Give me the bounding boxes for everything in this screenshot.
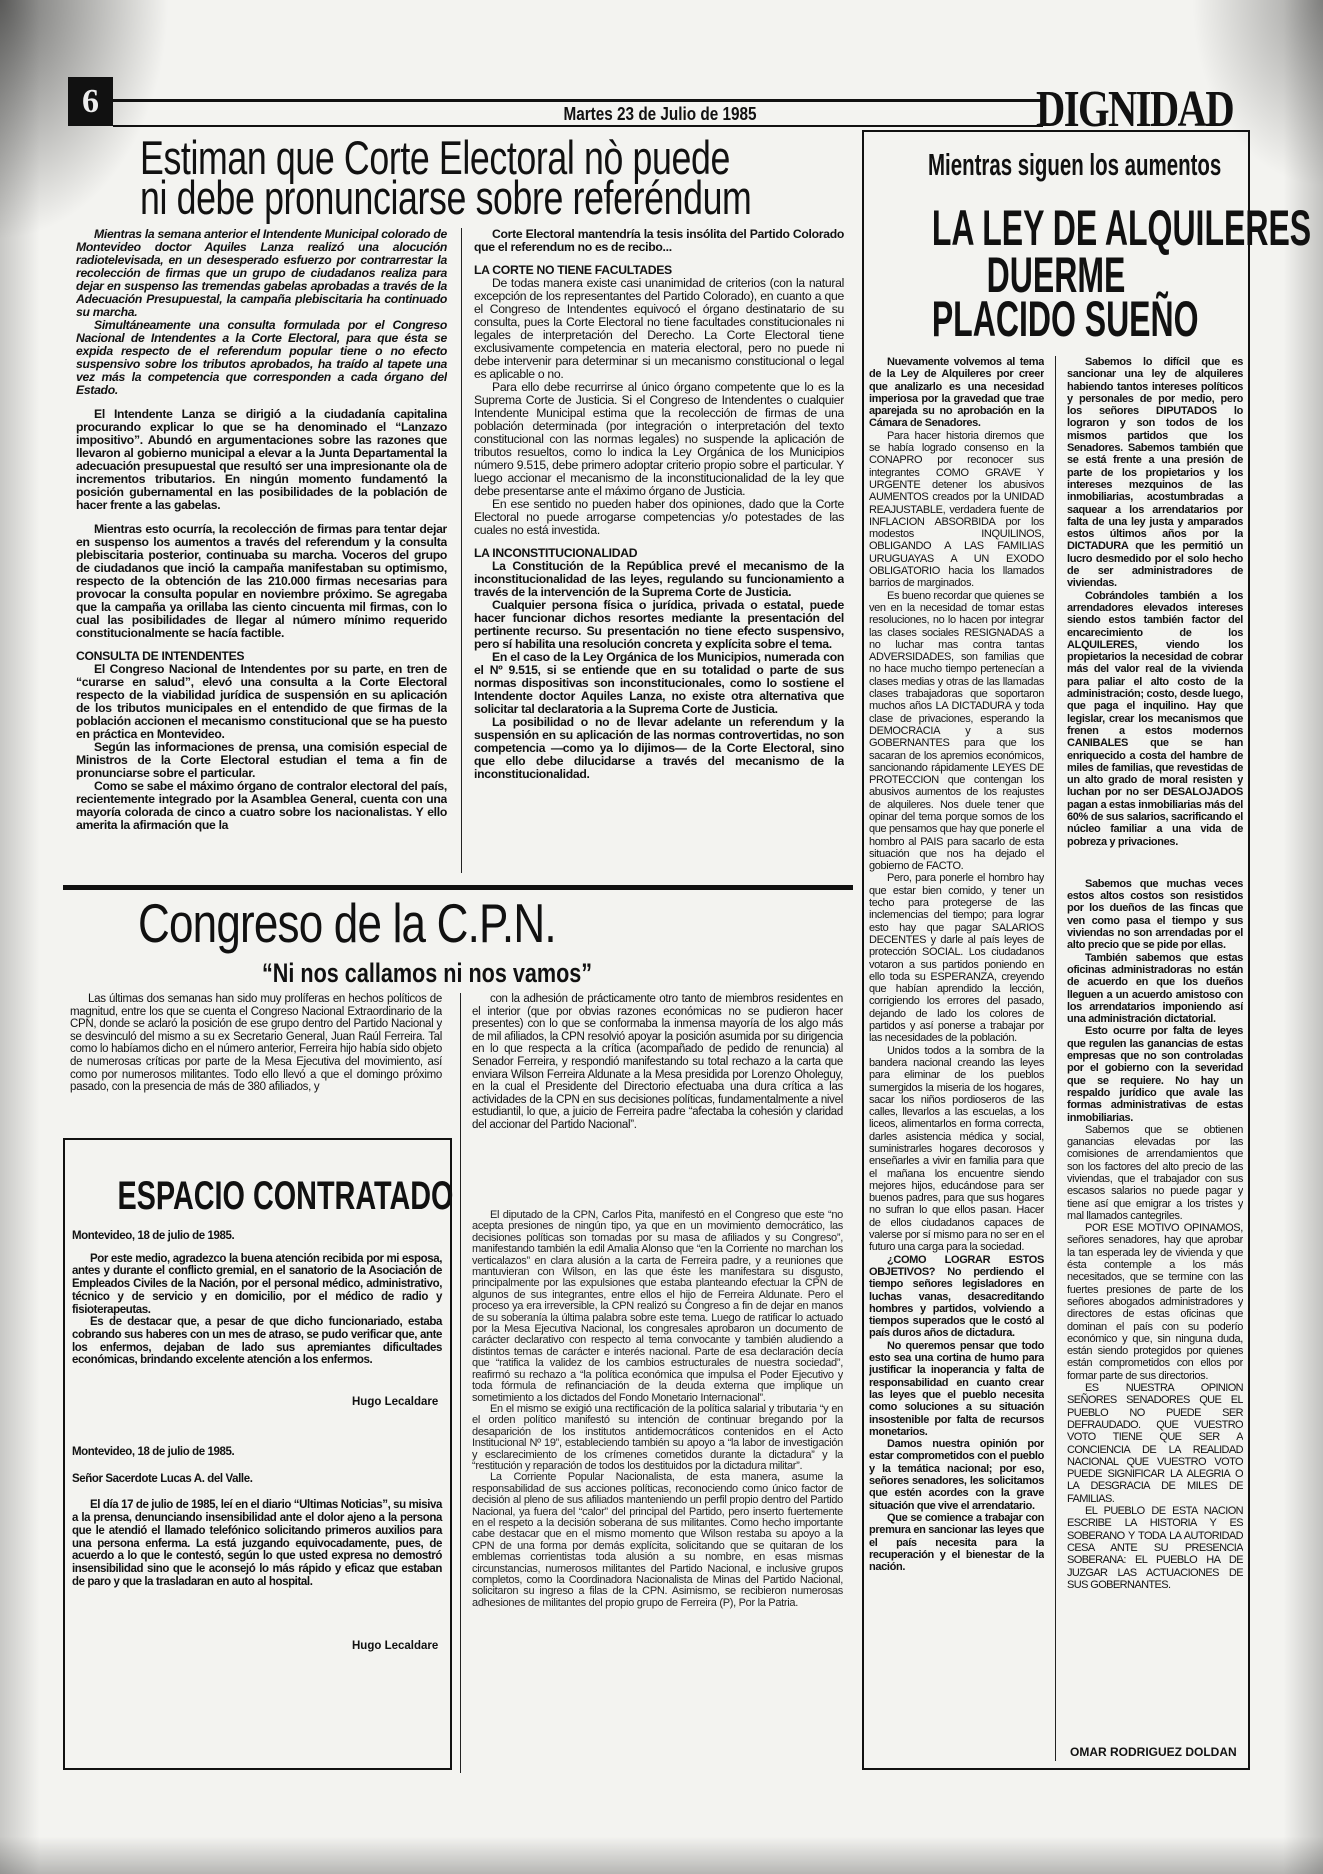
paragraph: En ese sentido no pueden haber dos opiniones, dado que la Corte Electoral no puede arrogarse competencias y/o potestades de las cuales no está investida.	[474, 497, 844, 537]
paragraph: No queremos pensar que todo esto sea una cortina de humo para justificar la inoperancia y falta de responsabilidad en cuanto crear las leyes que el pueblo necesita como soluciones a su situación insostenible por falta de recursos monetarios.	[869, 1339, 1044, 1438]
paragraph: Cualquier persona física o jurídica, privada o estatal, puede hacer funcionar dichos resortes mediante la presentación del pertinente recurso. Su presentación no tiene efecto suspensivo, pero sí habilita una resolución concreta y explícita sobre el tema.	[474, 598, 844, 651]
paragraph: Unidos todos a la sombra de la bandera nacional creando las leyes para eliminar de los pueblos sumergidos la miseria de los hogares, sacar los niños pordioseros de las calles, llevarlos a las escuelas, a los liceos, alimentarlos en forma correcta, darles asistencia médica y social, suministrarles hogares decorosos y enseñarles a vivir en familia para que el mañana los encuentre siendo mejores hijos, educándose para ser buenos padres, para que sus hogares no sufran lo que ellos pasan. Hacer de ellos ciudadanos capaces de valerse por sí mismo para no ser en el futuro una carga para la sociedad.	[869, 1044, 1044, 1254]
paragraph: Para hacer historia diremos que se había logrado consenso en la CONAPRO por reconocer sus integrantes COMO GRAVE Y URGENTE detener los abusivos AUMENTOS creados por la UNIDAD REAJUSTABLE, verdadera fuente de INFLACION ABSORBIDA por los modestos INQUILINOS, OBLIGANDO A LAS FAMILIAS URUGUAYAS A UN EXODO OBLIGATORIO hacia los llamados barrios de marginados.	[869, 429, 1044, 590]
letter-1	[72, 1230, 442, 1367]
section-heading: LA CORTE NO TIENE FACULTADES	[474, 263, 672, 277]
letter-paragraph: Es de destacar que, a pesar de que dicho funcionariado, estaba cobrando sus haberes con un mes de atraso, se pudo verificar que, ante los enfermos, dejaban de lado sus apremiantes dificultades económicas, brindando excelente atención a los enfermos.	[72, 1316, 442, 1367]
headline-line-1: Estiman que Corte Electoral nò puede	[140, 131, 730, 184]
paragraph: POR ESE MOTIVO OPINAMOS, señores senadores, hay que aprobar la tan esperada ley de vivienda y que ésta contemple a los más necesitados, que se termine con las fuertes presiones de parte de los señores abogados administradores y directores de estas oficinas que dominan el país con su poderío económico y que, sin ninguna duda, están siendo protegidos por quienes están comprometidos con ellos por formar parte de sus directorios.	[1067, 1222, 1243, 1382]
section-rule	[63, 885, 853, 890]
paragraph: La Constitución de la República prevé el mecanismo de la inconstitucionalidad de las leyes, regulando su funcionamiento a través de la intervención de la Suprema Corte de Justicia.	[474, 559, 844, 599]
paragraph: Nuevamente volvemos al tema de la Ley de Alquileres por creer que analizarlo es una necesidad imperiosa por la gravedad que trae aparejada su no aprobación en la Cámara de Senadores.	[869, 356, 1044, 430]
issue-date: Martes 23 de Julio de 1985	[563, 104, 757, 124]
espacio-contratado-title: ESPACIO CONTRATADO	[117, 1174, 454, 1218]
column-divider	[1055, 356, 1056, 1761]
paragraph: Que se comience a trabajar con premura en sancionar las leyes que el país necesita para la recuperación y el bienestar de la nación.	[869, 1511, 1044, 1574]
cpn-column-2-top	[472, 993, 843, 1159]
paragraph: Simultáneamente una consulta formulada por el Congreso Nacional de Intendentes a la Corte Electoral, para que ésta se expida respecto de el referendum popular tiene o no efecto suspensivo sobre los tributos aprobados, ha traído al tapete una vez más la competencia que corresponden a cada órgano del Estado.	[76, 318, 447, 397]
paragraph: Esto ocurre por falta de leyes que regulen las ganancias de estas empresas que no son controladas por el gobierno con la severidad que se requiere. No hay un respaldo jurídico que avale las formas administrativas de estas inmobiliarias.	[1067, 1025, 1243, 1124]
masthead-rule-bottom	[113, 125, 1043, 127]
column-divider	[461, 228, 462, 873]
cpn-subtitle: “Ni nos callamos ni nos vamos”	[262, 958, 593, 988]
paragraph: Damos nuestra opinión por estar comprometidos con el pueblo y la temática nacional; por eso, señores senadores, les solicitamos que estén acordes con la grave situación que vive el arrendatario.	[869, 1438, 1044, 1512]
letter-salutation: Señor Sacerdote Lucas A. del Valle.	[72, 1472, 253, 1485]
paragraph: Pero, para ponerle el hombro hay que estar bien comido, y tener un techo para protegerse de las inclemencias del tiempo; para lograr esto hay que pagar SALARIOS DECENTES y darle al país leyes de protección SOCIAL. Los ciudadanos votaron a sus partidos poniendo en ello toda su ESPERANZA, creyendo que habían aprendido la lección, corrigiendo los errores del pasado, dejando de lado los colores de partidos y así ponerse a trabajar por las necesidades de la población.	[869, 872, 1044, 1045]
paragraph: Como se sabe el máximo órgano de contralor electoral del país, recientemente integrado por la Asamblea General, cuenta con una mayoría colorada de cinco a cuatro sobre los nacionalistas. Y ello amerita la afirmación que la	[76, 779, 447, 832]
paragraph: El diputado de la CPN, Carlos Pita, manifestó en el Congreso que este “no acepta presiones de ningún tipo, ya que en un movimiento democrático, las decisiones políticas son tomadas por su masa de afiliados y su Congreso”, manifestando también la edil Amalia Alonso que “en la Corriente no marchan los verticalazos” en clara alusión a la carta de Ferreira padre, y a reuniones que mantuvieran con Wilson, en las que éste les manifestara su disgusto, principalmente por las expulsiones que estaba planteando efectuar la CPN de algunos de sus integrantes, entre ellos el hijo de Ferreira Aldunate. Pero el proceso ya era irreversible, la CPN realizó su Congreso a fin de dejar en manos de su soberanía la última palabra sobre este tema. Luego de ratificar lo actuado por la Mesa Ejecutiva Nacional, los congresales aprobaron un documento de carácter declarativo con respecto al tema convocante y también aludiendo a distintos temas de carácter e interés nacional. Parte de esa declaración decía que “ratifica la validez de los cambios estructurales de nuestra sociedad”, reafirmó su rechazo a “la política económica que impulsa el Poder Ejecutivo y toda fórmula de refinanciación de la deuda externa que implique un sometimiento a los dictados del Fondo Monetario Internacional”.	[472, 1210, 843, 1404]
page-number: 6	[68, 77, 113, 126]
paragraph: Mientras esto ocurría, la recolección de firmas para tentar dejar en suspenso los aumentos a través del referendum y la consulta plebiscitaria posterior, continuaba su marcha. Voceros del grupo de ciudadanos que inció la campaña manifestaban su optimismo, respecto de la obtención de las 210.000 firmas necesarias para provocar la consulta popular en noviembre próximo. Se agregaba que la campaña ya orillaba las ciento cincuenta mil firmas, con lo cual las posibilidades de llegar al número mínimo requerido constitucionalmente se hacía factible.	[76, 522, 447, 640]
paragraph: ES NUESTRA OPINION SEÑORES SENADORES QUE EL PUEBLO NO PUEDE SER DEFRAUDADO. QUE VUESTRO VOTO TIENE QUE SER A CONCIENCIA DE LA REALIDAD NACIONAL QUE VUESTRO VOTO PUEDE SIGNIFICAR LA ALEGRIA O LA DESGRACIA DE MILES DE FAMILIAS.	[1067, 1382, 1243, 1505]
paragraph: Es bueno recordar que quienes se ven en la necesidad de tomar estas resoluciones, no lo hacen por integrar las clases sociales RESIGNADAS a no luchar mas contra tantas ADVERSIDADES, son familias que no hace mucho tiempo pertenecían a clases medias y otras de las llamadas clases trabajadoras que soportaron muchos años LA DICTADURA y toda clase de privaciones, esperando la DEMOCRACIA y a sus GOBERNANTES para que los sacaran de los apremios económicos, sancionando rápidamente LEYES DE PROTECCION que contengan los abusivos aumentos de los reajustes de alquileres. Nos duele tener que opinar del tema porque somos de los que pensamos que hay que ponerle el hombro al PAIS para sacarlo de esta situación que nos ha dejado el gobierno de FACTO.	[869, 589, 1044, 873]
alquileres-column-2	[1067, 356, 1243, 1736]
paragraph: En el mismo se exigió una rectificación de la política salarial y tributaria “y en el orden político manifestó su intención de continuar bregando por la desaparición de los institutos antidemocráticos contenidos en el Acto Institucional Nº 19”, estableciendo también su apoyo a “la labor de investigación y esclarecimiento de los crímenes cometidos durante la dictadura” y la “restitución y reparación de todos los destituidos por la dictadura militar”.	[472, 1402, 843, 1472]
paragraph: También sabemos que estas oficinas administradoras no están de acuerdo en que los dueños lleguen a un acuerdo amistoso con los arrendatarios imponiendo así una administración dictatorial.	[1067, 951, 1243, 1026]
section-heading: CONSULTA DE INTENDENTES	[76, 649, 245, 663]
cpn-column-2-bottom	[472, 1210, 843, 1758]
letter-date: Montevideo, 18 de julio de 1985.	[72, 1446, 235, 1458]
cpn-title: Congreso de la C.P.N.	[138, 892, 556, 954]
paragraph: Sabemos que se obtienen ganancias elevadas por las comisiones de arrendamientos que son los factores del alto precio de las viviendas, que el trabajador con sus escasos salarios no puede pagar y tiene así que emigrar a los tristes y mal llamados cantegriles.	[1067, 1123, 1243, 1222]
referendum-column-2	[474, 228, 844, 873]
letter-signature: Hugo Lecaldare	[352, 1640, 439, 1652]
letter-date: Montevideo, 18 de julio de 1985.	[72, 1230, 235, 1242]
paragraph: Mientras la semana anterior el Intendente Municipal colorado de Montevideo doctor Aquiles Lanza realizó una alocución radiotelevisada, en un desesperado esfuerzo por contrarrestar la recolección de firmas que un grupo de ciudadanos realiza para dejar en suspenso las tremendas gabelas aprobadas a través de la Adecuación Presupuestal, la campaña plebiscitaria ha continuado su marcha.	[76, 228, 447, 319]
paragraph: Sabemos que muchas veces estos altos costos son resistidos por los dueños de las fincas que ven como pasa el tiempo y sus viviendas no son arrendadas por el alto precio que se pide por ellas.	[1067, 877, 1243, 952]
paragraph: ¿COMO LOGRAR ESTOS OBJETIVOS? No perdiendo el tiempo señores legisladores en luchas vanas, desacreditando hombres y partidos, volviendo a tiempos superados que le costó al país duros años de dictadura.	[869, 1253, 1044, 1340]
paragraph: La Corriente Popular Nacionalista, de esta manera, asume la responsabilidad de sus acciones políticas, reconociendo como único factor de decisión al pleno de sus afiliados manteniendo un perfil propio dentro del Partido Nacional, ya fuera del “calor” del principal del Partido, pero inserto fuertemente en el respeto a la decisión soberana de sus militantes. Como hecho importante cabe destacar que en el mismo momento que Wilson restaba su apoyo a la CPN de una forma por demás explícita, solicitando que se quitaran de los emblemas corrientistas toda alusión a su nombre, en esas mismas circunstancias, numerosos militantes del Partido Nacional, e inclusive grupos completos, como la Coordinadora Nacionalista de Minas del Partido Nacional, solicitaron su ingreso a filas de la CPN. Asimismo, se recibieron numerosas adhesiones de militantes del propio grupo de Ferreira (P), Por la Patria.	[472, 1471, 843, 1609]
paragraph: EL PUEBLO DE ESTA NACION ESCRIBE LA HISTORIA Y ES SOBERANO Y TODA LA AUTORIDAD CESA ANTE SU PRESENCIA SOBERANA: EL PUEBLO HA DE JUZGAR LAS ACTUACIONES DE SUS GOBERNANTES.	[1067, 1505, 1243, 1591]
masthead-rule-top	[113, 99, 1043, 102]
alquileres-title-line-2: DUERME	[986, 247, 1126, 303]
paragraph: El Intendente Lanza se dirigió a la ciudadanía capitalina procurando explicar lo que se ha denominado el “Lanzazo impositivo”. Abundó en argumentaciones sobre las razones que llevaron al gobierno municipal a elevar a la Junta Departamental la adecuación presupuestal que resultó ser una impresionante ola de incrementos tributarios. En ningún momento fundamentó la posición gubernamental en las posibilidades de la población de hacer frente a las gabelas.	[76, 407, 447, 512]
paragraph: Cobrándoles también a los arrendadores elevados intereses siendo estos también factor del encarecimiento de los ALQUILERES, viendo los propietarios la necesidad de cobrar más del valor real de la vivienda para paliar el alto costo de la administración; costo, desde luego, que paga el inquilino. Hay que legislar, crear los mecanismos que frenen a estos modernos CANIBALES que se han enriquecido a costa del hambre de miles de familias, que revestidas de un alto grado de moral resisten y luchan por no ser DESALOJADOS pagan a estas inmobiliarias más del 60% de sus salarios, sacrificando el núcleo familiar a una vida de pobreza y privaciones.	[1067, 589, 1243, 848]
paragraph: Las últimas dos semanas han sido muy prolíferas en hechos políticos de magnitud, entre los que se cuenta el Congreso Nacional Extraordinario de la CPN, donde se aclaró la posición de ese grupo dentro del Partido Nacional y se desvinculó del mismo a su ex Secretario General, Juan Raúl Ferreira. Tal como lo habíamos dicho en el número anterior, Ferreira hijo había sido objeto de numerosas críticas por parte de la Mesa Ejecutiva del movimiento, así como por numerosos militantes. Todo ello llevó a que el domingo próximo pasado, con la presencia de más de 380 afiliados, y	[70, 993, 442, 1094]
alquileres-title-line-1: LA LEY DE ALQUILERES	[931, 200, 1312, 256]
paragraph: Corte Electoral mantendría la tesis insólita del Partido Colorado que el referendum no es de recibo...	[474, 228, 844, 254]
alquileres-signature: OMAR RODRIGUEZ DOLDAN	[1070, 1745, 1237, 1759]
letter-signature: Hugo Lecaldare	[352, 1396, 439, 1408]
paragraph: con la adhesión de prácticamente otro tanto de miembros residentes en el interior (que por obvias razones económicas no se pudieron hacer presentes) con lo que se conformaba la inmensa mayoría de los algo más de mil afiliados, la CPN resolvió apoyar la posición asumida por su dirigencia en lo que respecta a la crítica (acompañado de pedido de renuncia) al Senador Ferreira, y respondió manifestando su total rechazo a la carta que enviara Wilson Ferreira Aldunate a la Mesa presidida por Lorenzo Oholeguy, en la cual el Presidente del Directorio efectuaba una dura crítica a las actividades de la CPN en sus decisiones políticas, fundamentalmente a nivel estudiantil, lo que, a juicio de Ferreira padre “afectaba la cohesión y claridad del accionar del Partido Nacional”.	[472, 993, 843, 1131]
paragraph: De todas manera existe casi unanimidad de criterios (con la natural excepción de los representantes del Partido Colorado), en cuanto a que el Congreso de Intendentes equivocó el órgano destinatario de su consulta, pues la Corte Electoral no tiene facultades constitucionales ni legales de interpretación del Derecho. La Corte Electoral tiene exclusivamente competencia en materia electoral, pero no puede ni debe intervenir para determinar si un mecanismo constitucional o legal es aplicable o no.	[474, 276, 844, 381]
section-heading: LA INCONSTITUCIONALIDAD	[474, 546, 638, 560]
paragraph: El Congreso Nacional de Intendentes por su parte, en tren de “curarse en salud”, elevó una consulta a la Corte Electoral respecto de la viabilidad jurídica de suspensión en su aplicación de los tributos municipales en el entendido de que firmas de la población accionen el mecanismo constitucional que se ha puesto en práctica en Montevideo.	[76, 662, 447, 741]
alquileres-title-line-3: PLACIDO SUEÑO	[931, 291, 1199, 347]
letter-paragraph: Por este medio, agradezco la buena atención recibida por mi esposa, antes y durante el conflicto gremial, en el sanatorio de la Asociación de Empleados Civiles de la Nación, por el personal médico, administrativo, técnico y de servicio y en domicilio, por el médico de radio y fisioterapeutas.	[72, 1252, 442, 1316]
referendum-column-1	[76, 228, 447, 873]
cpn-column-1	[70, 993, 442, 1123]
alquileres-column-1	[869, 356, 1044, 1761]
newspaper-logo: DIGNIDAD	[1036, 81, 1234, 138]
letter-2	[72, 1446, 442, 1588]
paragraph: Según las informaciones de prensa, una comisión especial de Ministros de la Corte Electoral estudian el tema a fin de pronunciarse sobre el particular.	[76, 740, 447, 780]
paragraph: Para ello debe recurrirse al único órgano competente que lo es la Suprema Corte de Justicia. Si el Congreso de Intendentes o cualquier Intendente Municipal estima que la recolección de firmas de una población determinada (por integración o interpretación del texto constitucional con las normas legales) no suspende la aplicación de tributos resueltos, como lo indica la Ley Orgánica de los Municipios número 9.515, debe primero adoptar criterio propio sobre el particular. Y luego accionar el mecanismo de la inconstitucionalidad de la ley que debe presentarse ante el máximo órgano de Justicia.	[474, 380, 844, 498]
column-divider	[460, 993, 461, 1773]
paragraph: En el caso de la Ley Orgánica de los Municipios, numerada con el Nº 9.515, si se entiende que en su totalidad o parte de sus normas dispositivas son inconstitucionales, como lo sostiene el Intendente doctor Aquiles Lanza, no existe otra alternativa que solicitar tal declaratoria a la Suprema Corte de Justicia.	[474, 650, 844, 716]
letter-paragraph: El día 17 de julio de 1985, leí en el diario “Ultimas Noticias”, su misiva a la prensa, denunciando insensibilidad ante el dolor ajeno a la persona que le atendió el llamado telefónico solicitando primeros auxilios para una persona enferma. La está juzgando equivocadamente, pues, de acuerdo a lo que le contestó, según lo que usted expresa no demostró insensibilidad sino que le aconsejó lo más rápido y eficaz que estaban de paro y que la trasladaran en auto al hospital.	[72, 1499, 442, 1588]
paragraph: La posibilidad o no de llevar adelante un referendum y la suspensión en su aplicación de las normas controvertidas, no son competencia —como ya lo dijimos— de la Corte Electoral, sino que ello debe dilucidarse a través del mecanismo de la inconstitucionalidad.	[474, 715, 844, 781]
paragraph: Sabemos lo difícil que es sancionar una ley de alquileres habiendo tantos intereses políticos y personales de por medio, pero los señores DIPUTADOS lo lograron y son todos de los mismos partidos que los Senadores. Sabemos también que se está frente a una presión de parte de los propietarios y los intereses mezquinos de las inmobiliarias, acostumbradas a saquear a los arrendatarios por falta de una ley justa y amparados estos últimos años por la DICTADURA que les permitió un lucro desmedido por el solo hecho de ser administradores de viviendas.	[1067, 356, 1243, 590]
headline-line-2: ni debe pronunciarse sobre referéndum	[140, 171, 752, 224]
alquileres-kicker: Mientras siguen los aumentos	[927, 147, 1222, 182]
